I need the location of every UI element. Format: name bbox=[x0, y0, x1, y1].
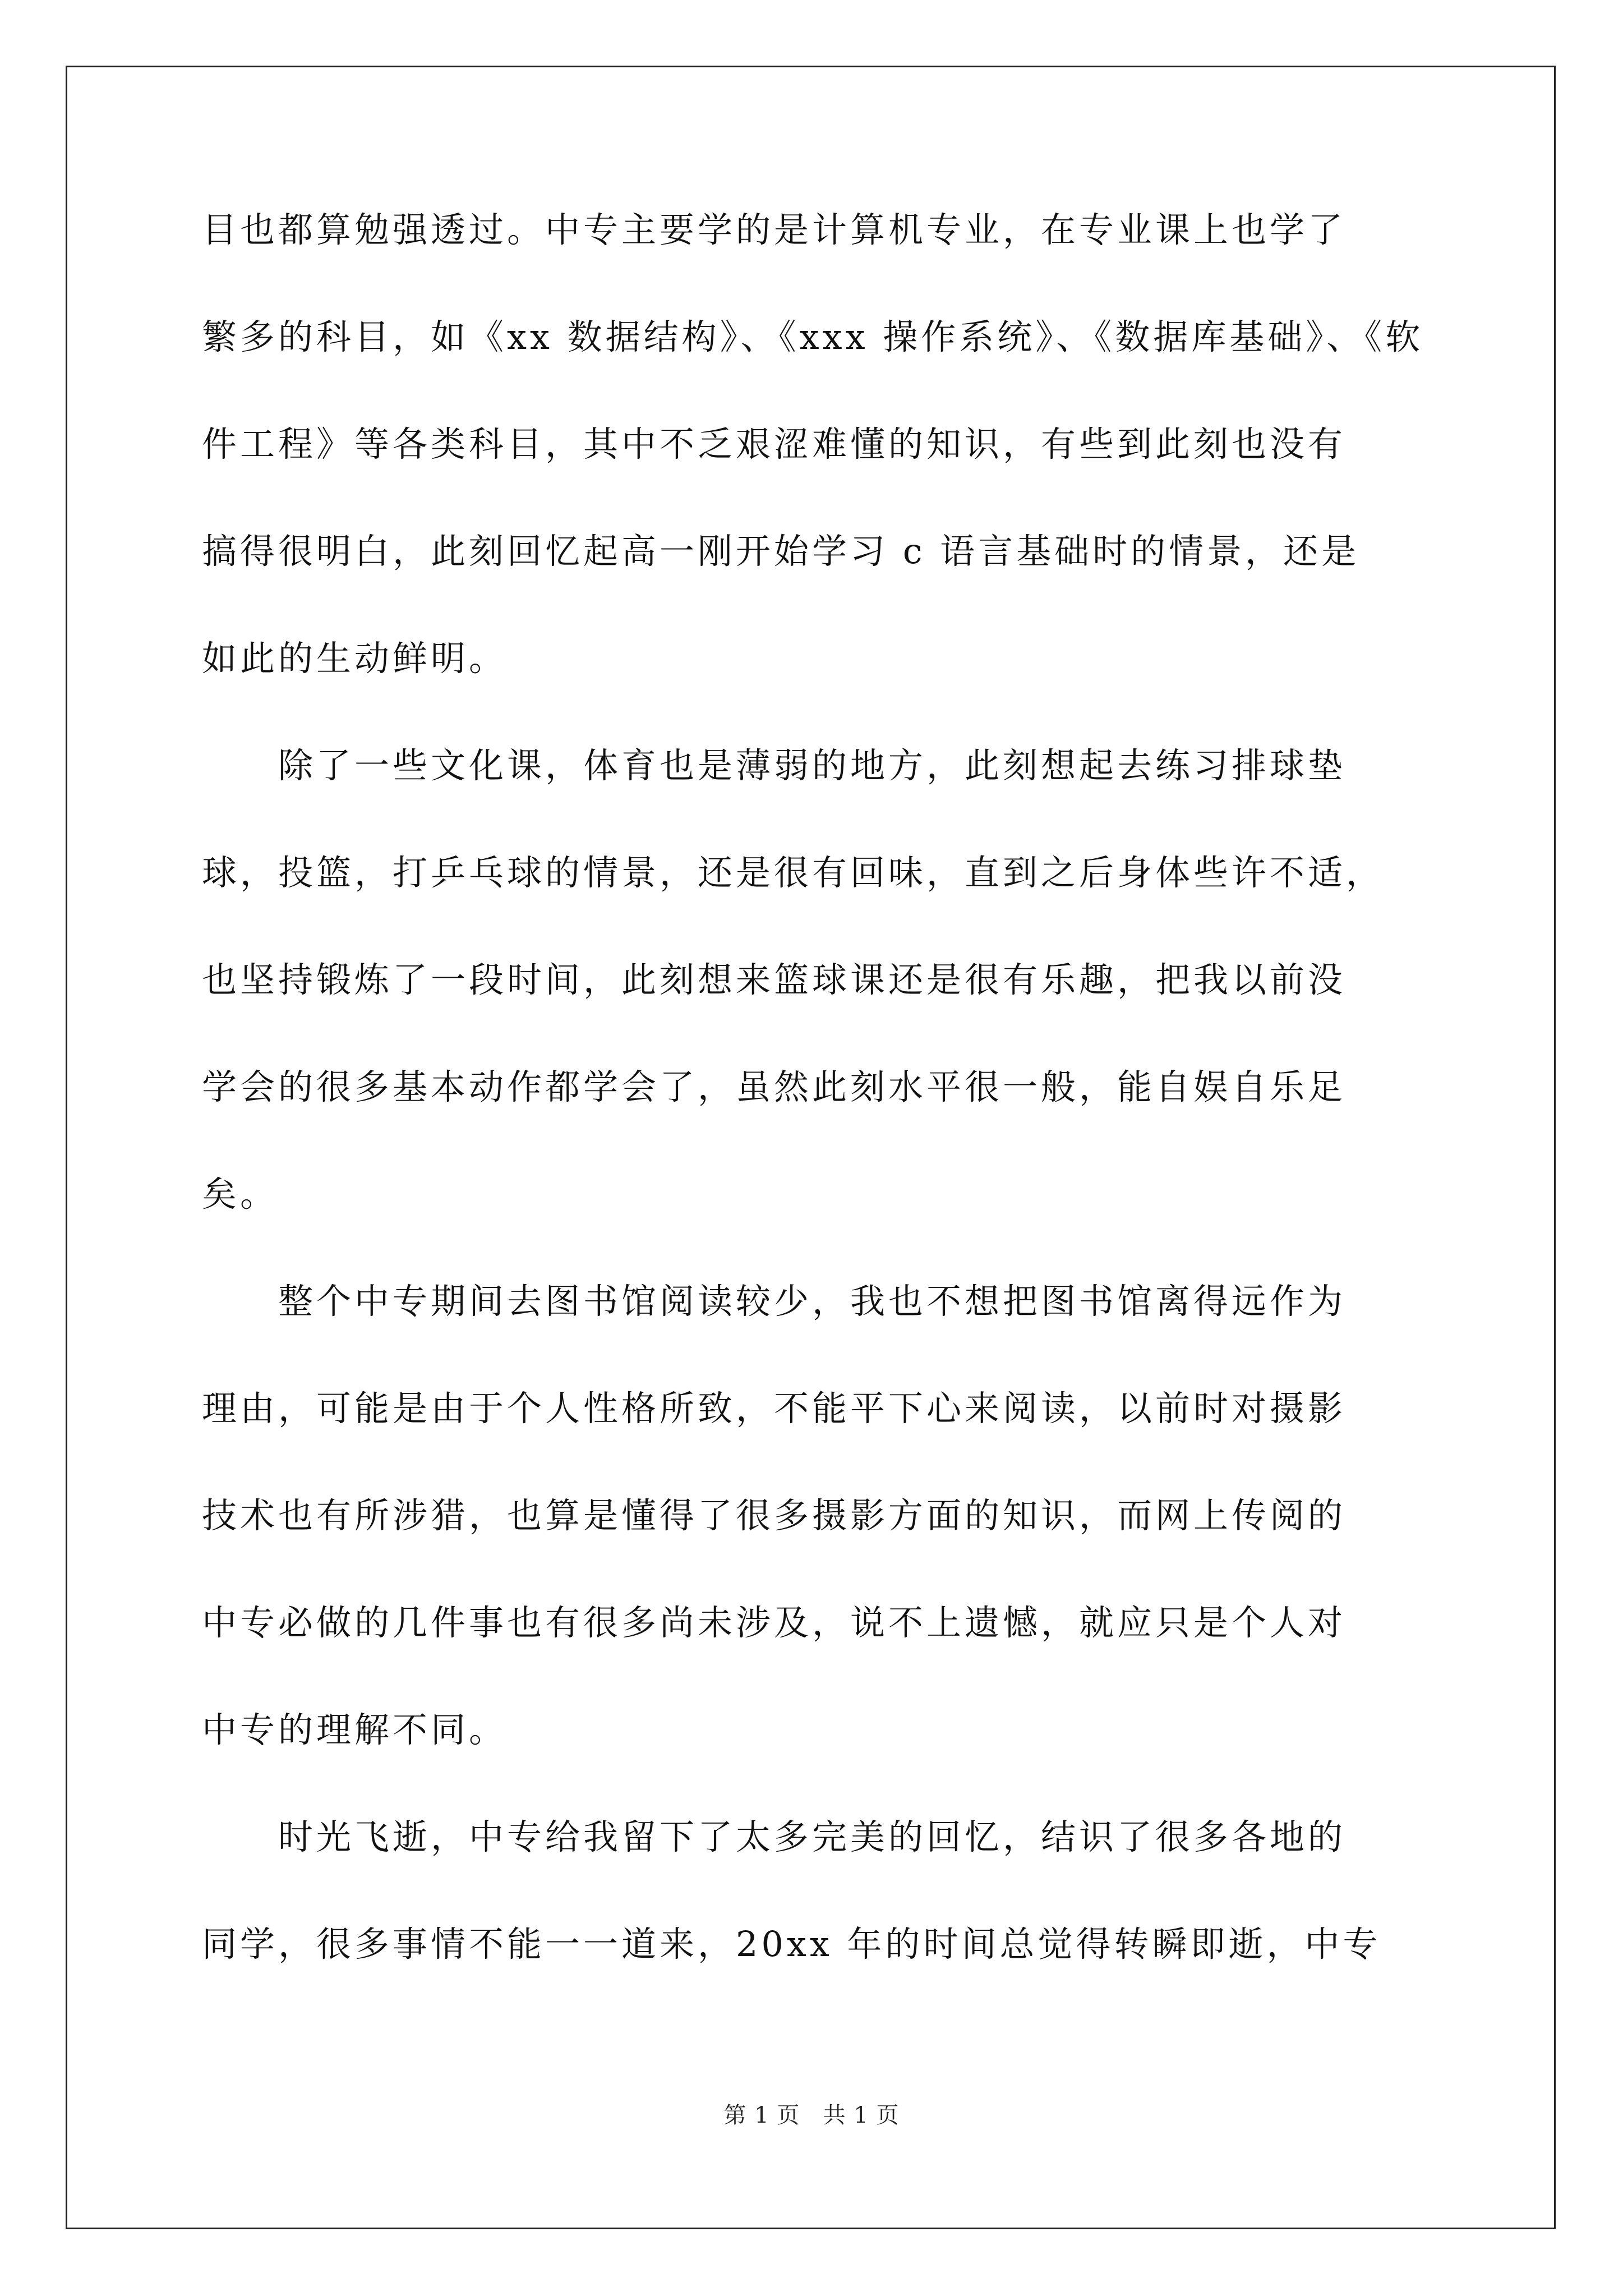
text-line: 繁多的科目，如《xx 数据结构》、《xxx 操作系统》、《数据库基础》、《软 bbox=[202, 316, 1424, 357]
text-line: 整个中专期间去图书馆阅读较少，我也不想把图书馆离得远作为 bbox=[202, 1281, 1347, 1322]
page-footer bbox=[0, 2099, 1623, 2132]
text-line: 学会的很多基本动作都学会了，虽然此刻水平很一般，能自娱自乐足 bbox=[202, 1066, 1347, 1107]
text-line: 也坚持锻炼了一段时间，此刻想来篮球课还是很有乐趣，把我以前没 bbox=[202, 959, 1347, 1000]
text-line: 球，投篮，打乒乓球的情景，还是很有回味，直到之后身体些许不适， bbox=[202, 852, 1385, 893]
page-total: 共 1 页 bbox=[823, 2102, 900, 2128]
text-line: 理由，可能是由于个人性格所致，不能平下心来阅读，以前时对摄影 bbox=[202, 1388, 1347, 1429]
text-line: 如此的生动鲜明。 bbox=[202, 638, 508, 679]
text-line: 同学，很多事情不能一一道来，20xx 年的时间总觉得转瞬即逝，中专 bbox=[202, 1924, 1381, 1964]
text-line: 时光飞逝，中专给我留下了太多完美的回忆，结识了很多各地的 bbox=[202, 1816, 1347, 1857]
text-line: 中专必做的几件事也有很多尚未涉及，说不上遗憾，就应只是个人对 bbox=[202, 1602, 1347, 1643]
page-border bbox=[66, 66, 1556, 2229]
text-line: 技术也有所涉猎，也算是懂得了很多摄影方面的知识，而网上传阅的 bbox=[202, 1495, 1347, 1536]
text-line: 目也都算勉强透过。中专主要学的是计算机专业，在专业课上也学了 bbox=[202, 209, 1347, 250]
text-line: 除了一些文化课，体育也是薄弱的地方，此刻想起去练习排球垫 bbox=[202, 745, 1347, 786]
text-line: 搞得很明白，此刻回忆起高一刚开始学习 c 语言基础时的情景，还是 bbox=[202, 531, 1360, 572]
text-line: 矣。 bbox=[202, 1174, 279, 1214]
text-line: 中专的理解不同。 bbox=[202, 1709, 508, 1750]
page-number: 第 1 页 bbox=[723, 2102, 800, 2128]
text-line: 件工程》等各类科目，其中不乏艰涩难懂的知识，有些到此刻也没有 bbox=[202, 424, 1347, 464]
